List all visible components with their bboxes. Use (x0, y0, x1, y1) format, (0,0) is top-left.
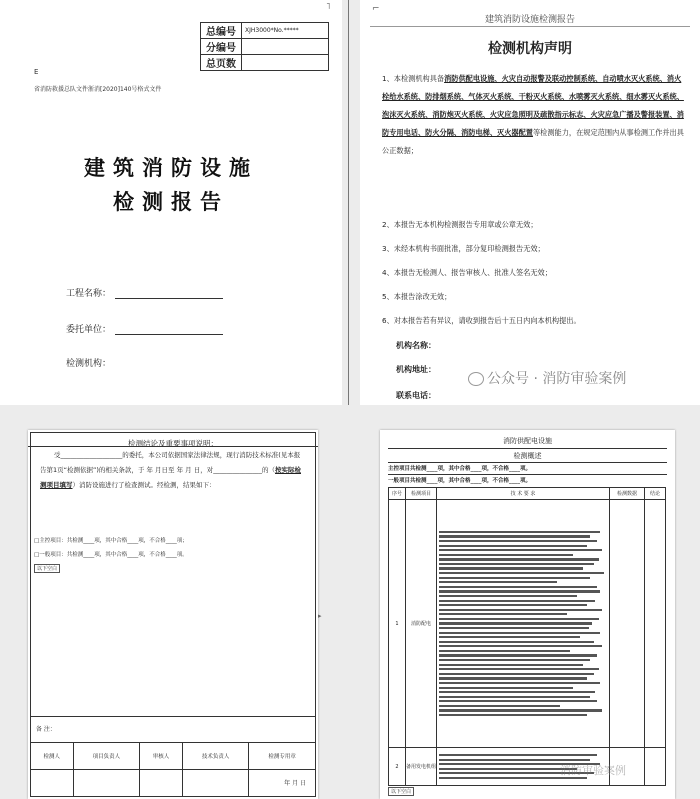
corner-mark: E (34, 68, 39, 76)
org-label: 检测机构： (66, 359, 112, 369)
declaration-item-3: 3、未经本机构书面批准，部分复印检测报告无效； (382, 244, 545, 253)
cover-title-line1: 建筑消防设施 (84, 155, 258, 180)
declaration-item-4: 4、本报告无检测人、报告审核人、批准人签名无效； (382, 268, 552, 277)
signature-table (30, 742, 316, 797)
title-rule (28, 446, 318, 447)
org-name-label: 机构名称： (396, 341, 436, 350)
cover-title-line2: 检测报告 (113, 189, 229, 214)
corner-crop-mark: ˥ (326, 2, 331, 12)
detail-subtitle: 检测概述 (513, 452, 542, 460)
declaration-item-2: 2、本报告无本机构检测报告专用章或公章无效； (382, 220, 538, 229)
control-label: 总编号 (201, 23, 242, 39)
declaration-page (360, 0, 700, 405)
project-name-field (66, 286, 223, 299)
detail-blank-below-link[interactable]: 以下空白 (388, 787, 414, 796)
client-line (115, 334, 223, 335)
note-label: 备 注： (36, 726, 56, 733)
conclusion-paragraph (40, 448, 306, 493)
conclusion-title: 检测结论及重要事项说明： (128, 439, 218, 448)
main-items-line: □主控项目：共检测____项，其中合格____项，不合格____项； (34, 538, 188, 544)
org-field (66, 356, 111, 369)
paragraph-part-b: 日至 年 月 日，对_______________的（ (161, 466, 275, 474)
detail-section-title: 消防供配电设施 (503, 437, 552, 445)
detail-rule (388, 474, 667, 475)
declaration-title: 检测机构声明 (488, 41, 572, 57)
org-phone-label: 联系电话： (396, 391, 436, 400)
col-result: 检测数据 (610, 488, 645, 500)
item1-prefix: 1、本检测机构具备 (382, 74, 445, 83)
paragraph-part-c: ）消防设施进行了检查测试。经检测，结果如下： (72, 481, 216, 489)
detail-general-stat: 一般项目共检测____项，其中合格____项，不合格____项。 (388, 478, 532, 484)
corner-crop-mark: ⌐ (372, 4, 380, 14)
detail-watermark: 消防审验案例 (560, 764, 626, 777)
general-items-line: □一般项目：共检测____项，其中合格____项，不合格____项。 (34, 552, 188, 558)
signature-col: 技术负责人 (182, 743, 249, 770)
watermark-text: 公众号 · 消防审验案例 (487, 371, 627, 387)
signature-col: 检测专用章 (249, 743, 316, 770)
col-item: 检测项目 (406, 488, 437, 500)
row2-no: 2 (389, 748, 406, 786)
declaration-item-6: 6、对本报告若有异议，请收到报告后十五日内向本机构提出。 (382, 316, 581, 325)
detail-rule (388, 448, 667, 449)
control-value (242, 55, 329, 71)
control-number-table (200, 22, 329, 71)
declaration-item-5: 5、本报告涂改无效； (382, 292, 452, 301)
item1-systems: 消防供配电设施、火灾自动报警及联动控制系统、自动喷水灭火系统、消火栓给水系统、防排烟系统、气体灭火系统、干粉灭火系统、水喷雾灭火系统、细水雾灭火系统、泡沫灭火系统、消防炮灭火系统、火灾应急照明及疏散指示标志、火灾应急广播及警报装置、消防专用电话、防火分隔、消防电梯、灭火器配置 (382, 74, 684, 137)
detail-main-stat: 主控项目共检测____项，其中合格____项，不合格____项。 (388, 466, 532, 472)
row2-name: 备用发电机组 (406, 748, 437, 786)
running-header: 建筑消防设施检测报告 (484, 15, 575, 25)
col-no: 序号 (389, 488, 406, 500)
control-value (242, 39, 329, 55)
control-label: 分编号 (201, 39, 242, 55)
signature-col: 检测人 (31, 743, 74, 770)
conclusion-page (28, 430, 318, 799)
project-name-line (115, 298, 223, 299)
signature-col: 项目负责人 (73, 743, 140, 770)
row1-name: 消防配电 (406, 500, 437, 748)
blank-below-link[interactable]: 以下空白 (34, 564, 60, 573)
conclusion-date: 年 月 日 (284, 780, 306, 787)
detail-table (388, 487, 666, 786)
row1-requirements (437, 500, 610, 748)
paragraph-highlight: 按实际检测项目填写 (40, 466, 301, 489)
control-label: 总页数 (201, 55, 242, 71)
org-address-label: 机构地址： (396, 365, 436, 374)
signature-col: 审核人 (140, 743, 183, 770)
page-divider (348, 0, 349, 405)
item1-suffix: 等检测能力，在规定范围内从事检测工作并出具公正数据； (382, 128, 684, 155)
client-label: 委托单位： (66, 325, 112, 335)
scroll-marker: ▸ (318, 612, 322, 620)
col-judge: 结论 (645, 488, 666, 500)
header-rule (370, 26, 690, 27)
wechat-watermark (468, 368, 626, 388)
control-value: XJH3000*No.***** (242, 23, 329, 39)
cover-page (0, 0, 342, 405)
detail-page (380, 430, 675, 799)
client-field (66, 322, 223, 335)
template-note: 省消防救援总队文件浙消[2020]140号格式文件 (34, 86, 162, 93)
detail-rule (388, 462, 667, 463)
declaration-item-1 (382, 70, 687, 160)
col-requirement: 技 术 要 求 (437, 488, 610, 500)
project-name-label: 工程名称： (66, 289, 112, 299)
row1-no: 1 (389, 500, 406, 748)
wechat-icon (468, 372, 484, 386)
paragraph-part-a: 受___________________的委托，本公司依据国家法律法规，现行消防技术标准(见本报告第1页“检测依据”)的相关条款，于 年 月 (40, 451, 301, 474)
note-rule (30, 716, 316, 717)
